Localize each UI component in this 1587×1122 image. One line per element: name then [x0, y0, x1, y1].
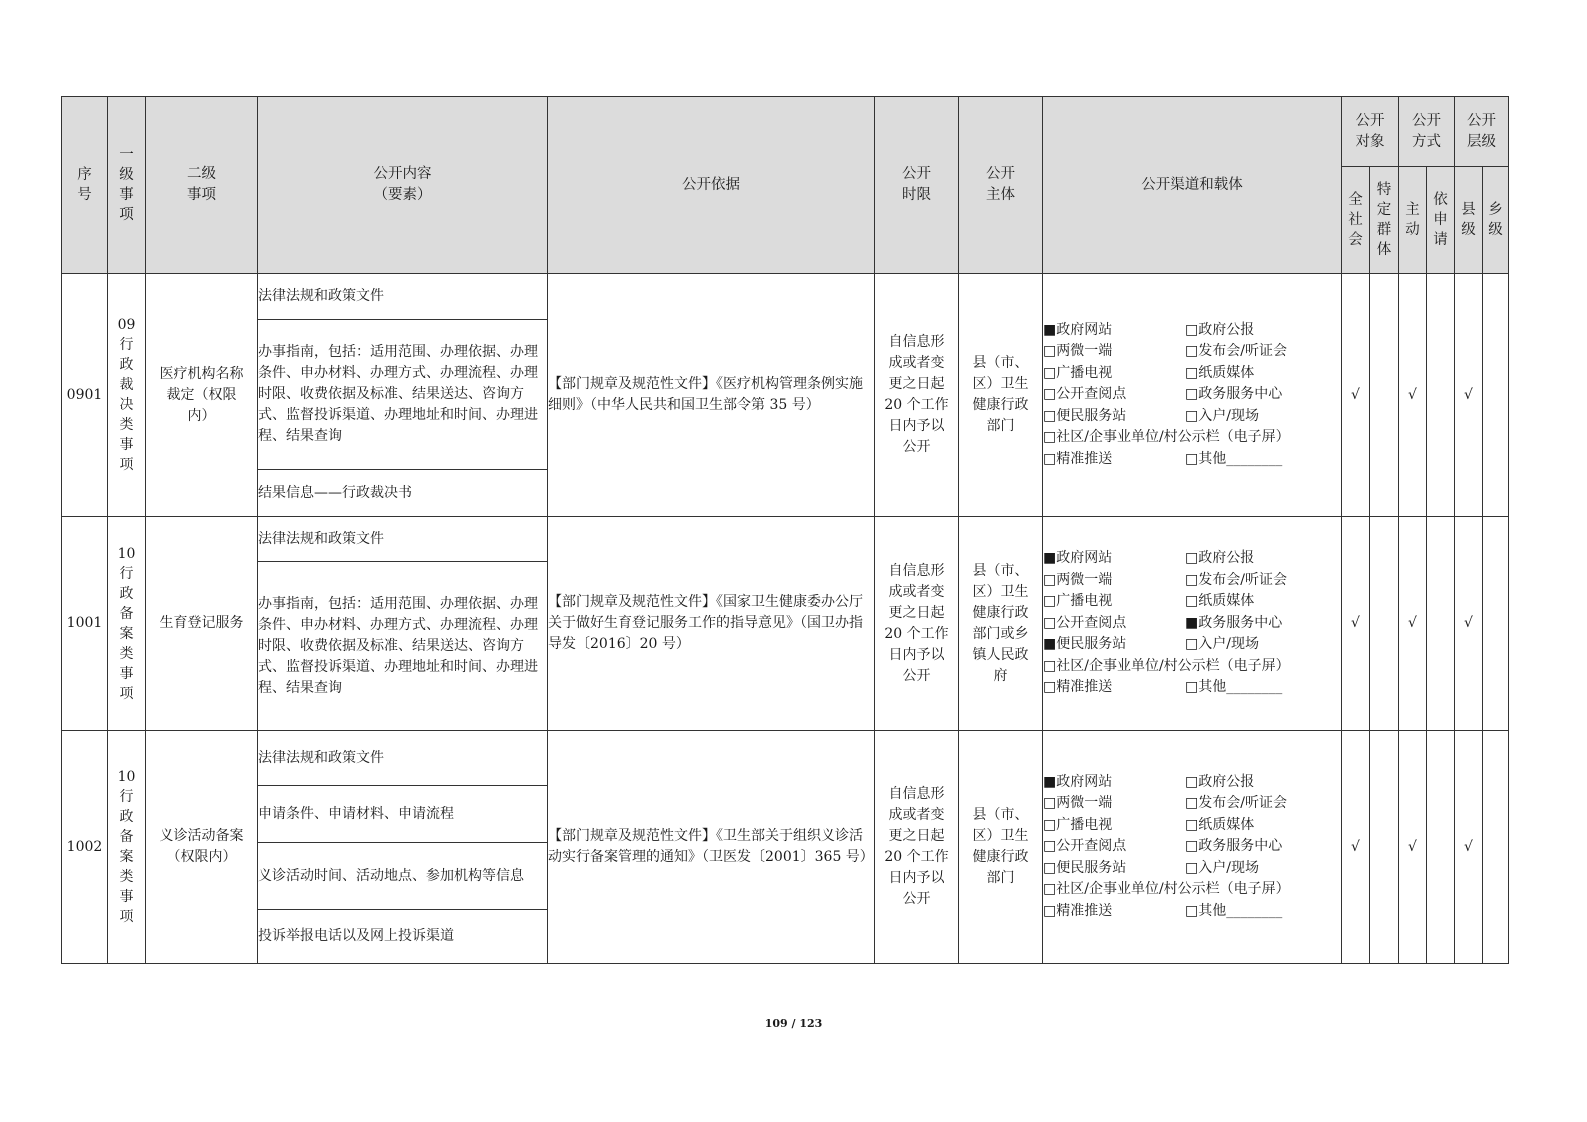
channel-option: □政府公报: [1185, 773, 1255, 790]
header-on-request: 依 申 请: [1427, 167, 1455, 274]
row-subject: 县（市、 区）卫生 健康行政 部门: [959, 731, 1043, 964]
header-time-limit: 公开 时限: [875, 97, 959, 274]
row-id: 1002: [62, 731, 108, 964]
row-level2: 医疗机构名称 裁定（权限 内）: [146, 274, 258, 517]
check-all-society: √: [1342, 517, 1370, 731]
row-time-limit: 自信息形 成或者变 更之日起 20 个工作 日内予以 公开: [875, 731, 959, 964]
check-on-request: [1427, 517, 1455, 731]
check-specific-group: [1370, 274, 1399, 517]
channel-option: □公开查阅点: [1043, 614, 1127, 631]
content-item: 办事指南，包括：适用范围、办理依据、办理条件、申办材料、办理方式、办理流程、办理时限、收费依据及标准、结果送达、咨询方式、监督投诉渠道、办理地址和时间、办理进程、结果查询: [258, 562, 548, 731]
channel-option: ■政府网站: [1043, 321, 1113, 338]
row-subject: 县（市、 区）卫生 健康行政 部门: [959, 274, 1043, 517]
channel-option: □入户/现场: [1185, 859, 1259, 876]
channel-option: □精准推送: [1043, 679, 1113, 696]
channel-option: □其他________: [1185, 679, 1283, 696]
content-item: 法律法规和政策文件: [258, 517, 548, 562]
row-level1: 10 行 政 备 案 类 事 项: [108, 731, 146, 964]
row-basis: 【部门规章及规范性文件】《国家卫生健康委办公厅关于做好生育登记服务工作的指导意见》（国卫办指导发〔2016〕20 号）: [548, 517, 875, 731]
channel-option: □社区/企事业单位/村公示栏（电子屏）: [1043, 657, 1290, 674]
disclosure-table: [61, 96, 1509, 964]
channel-option: □公开查阅点: [1043, 838, 1127, 855]
header-basis: 公开依据: [548, 97, 875, 274]
row-time-limit: 自信息形 成或者变 更之日起 20 个工作 日内予以 公开: [875, 517, 959, 731]
row-level1: 10 行 政 备 案 类 事 项: [108, 517, 146, 731]
channel-option: □政府公报: [1185, 550, 1255, 567]
check-specific-group: [1370, 517, 1399, 731]
header-level2: 二级 事项: [146, 97, 258, 274]
header-subject: 公开 主体: [959, 97, 1043, 274]
check-county: √: [1455, 517, 1483, 731]
page-number: 109 / 123: [764, 1017, 823, 1030]
channel-option: □便民服务站: [1043, 859, 1127, 876]
channel-option: □政务服务中心: [1185, 838, 1283, 855]
header-object-group: 公开 对象: [1342, 97, 1399, 167]
row-subject: 县（市、 区）卫生 健康行政 部门或乡 镇人民政 府: [959, 517, 1043, 731]
content-item: 法律法规和政策文件: [258, 274, 548, 320]
row-basis: 【部门规章及规范性文件】《卫生部关于组织义诊活动实行备案管理的通知》（卫医发〔2001〕365 号）: [548, 731, 875, 964]
check-on-request: [1427, 731, 1455, 964]
channel-option: □广播电视: [1043, 816, 1113, 833]
row-level1: 09 行 政 裁 决 类 事 项: [108, 274, 146, 517]
channel-option: □纸质媒体: [1185, 593, 1255, 610]
channel-option: □社区/企事业单位/村公示栏（电子屏）: [1043, 881, 1290, 898]
content-item: 义诊活动时间、活动地点、参加机构等信息: [258, 843, 548, 910]
check-active: √: [1399, 517, 1427, 731]
content-item: 办事指南，包括：适用范围、办理依据、办理条件、申办材料、办理方式、办理流程、办理时限、收费依据及标准、结果送达、咨询方式、监督投诉渠道、办理地址和时间、办理进程、结果查询: [258, 320, 548, 470]
channel-option: □入户/现场: [1185, 407, 1259, 424]
header-level1: 一 级 事 项: [108, 97, 146, 274]
channel-option: □广播电视: [1043, 364, 1113, 381]
content-item: 结果信息——行政裁决书: [258, 470, 548, 517]
channel-option: □政府公报: [1185, 321, 1255, 338]
channel-option: ■便民服务站: [1043, 636, 1127, 653]
channel-option: □纸质媒体: [1185, 364, 1255, 381]
channel-option: □政务服务中心: [1185, 386, 1283, 403]
header-specific-group: 特 定 群 体: [1370, 167, 1399, 274]
header-level-group: 公开 层级: [1455, 97, 1509, 167]
header-channels: 公开渠道和载体: [1043, 97, 1342, 274]
channel-option: ■政务服务中心: [1185, 614, 1283, 631]
header-method-group: 公开 方式: [1399, 97, 1455, 167]
channel-option: □纸质媒体: [1185, 816, 1255, 833]
row-level2: 生育登记服务: [146, 517, 258, 731]
channel-option: □公开查阅点: [1043, 386, 1127, 403]
check-specific-group: [1370, 731, 1399, 964]
header-content: 公开内容 （要素）: [258, 97, 548, 274]
row-channels: [1043, 731, 1342, 964]
row-channels: [1043, 517, 1342, 731]
check-on-request: [1427, 274, 1455, 517]
check-active: √: [1399, 274, 1427, 517]
channel-option: □两微一端: [1043, 795, 1113, 812]
channel-option: □便民服务站: [1043, 407, 1127, 424]
row-channels: [1043, 274, 1342, 517]
check-all-society: √: [1342, 731, 1370, 964]
channel-option: □精准推送: [1043, 450, 1113, 467]
row-id: 1001: [62, 517, 108, 731]
check-township: [1483, 731, 1509, 964]
channel-option: □入户/现场: [1185, 636, 1259, 653]
check-all-society: √: [1342, 274, 1370, 517]
check-active: √: [1399, 731, 1427, 964]
channel-option: □两微一端: [1043, 571, 1113, 588]
channel-option: □社区/企事业单位/村公示栏（电子屏）: [1043, 429, 1290, 446]
content-item: 投诉举报电话以及网上投诉渠道: [258, 910, 548, 964]
channel-option: □精准推送: [1043, 902, 1113, 919]
header-township: 乡 级: [1483, 167, 1509, 274]
row-id: 0901: [62, 274, 108, 517]
channel-option: □发布会/听证会: [1185, 571, 1287, 588]
channel-option: ■政府网站: [1043, 773, 1113, 790]
header-active: 主 动: [1399, 167, 1427, 274]
row-level2: 义诊活动备案 （权限内）: [146, 731, 258, 964]
channel-option: □发布会/听证会: [1185, 795, 1287, 812]
check-township: [1483, 517, 1509, 731]
header-all-society: 全 社 会: [1342, 167, 1370, 274]
channel-option: □广播电视: [1043, 593, 1113, 610]
channel-option: □发布会/听证会: [1185, 343, 1287, 360]
channel-option: □其他________: [1185, 450, 1283, 467]
check-township: [1483, 274, 1509, 517]
channel-option: □两微一端: [1043, 343, 1113, 360]
channel-option: ■政府网站: [1043, 550, 1113, 567]
content-item: 法律法规和政策文件: [258, 731, 548, 786]
check-county: √: [1455, 274, 1483, 517]
row-basis: 【部门规章及规范性文件】《医疗机构管理条例实施细则》（中华人民共和国卫生部令第 35 号）: [548, 274, 875, 517]
check-county: √: [1455, 731, 1483, 964]
header-seq: 序 号: [62, 97, 108, 274]
content-item: 申请条件、申请材料、申请流程: [258, 786, 548, 843]
channel-option: □其他________: [1185, 902, 1283, 919]
header-county: 县 级: [1455, 167, 1483, 274]
row-time-limit: 自信息形 成或者变 更之日起 20 个工作 日内予以 公开: [875, 274, 959, 517]
